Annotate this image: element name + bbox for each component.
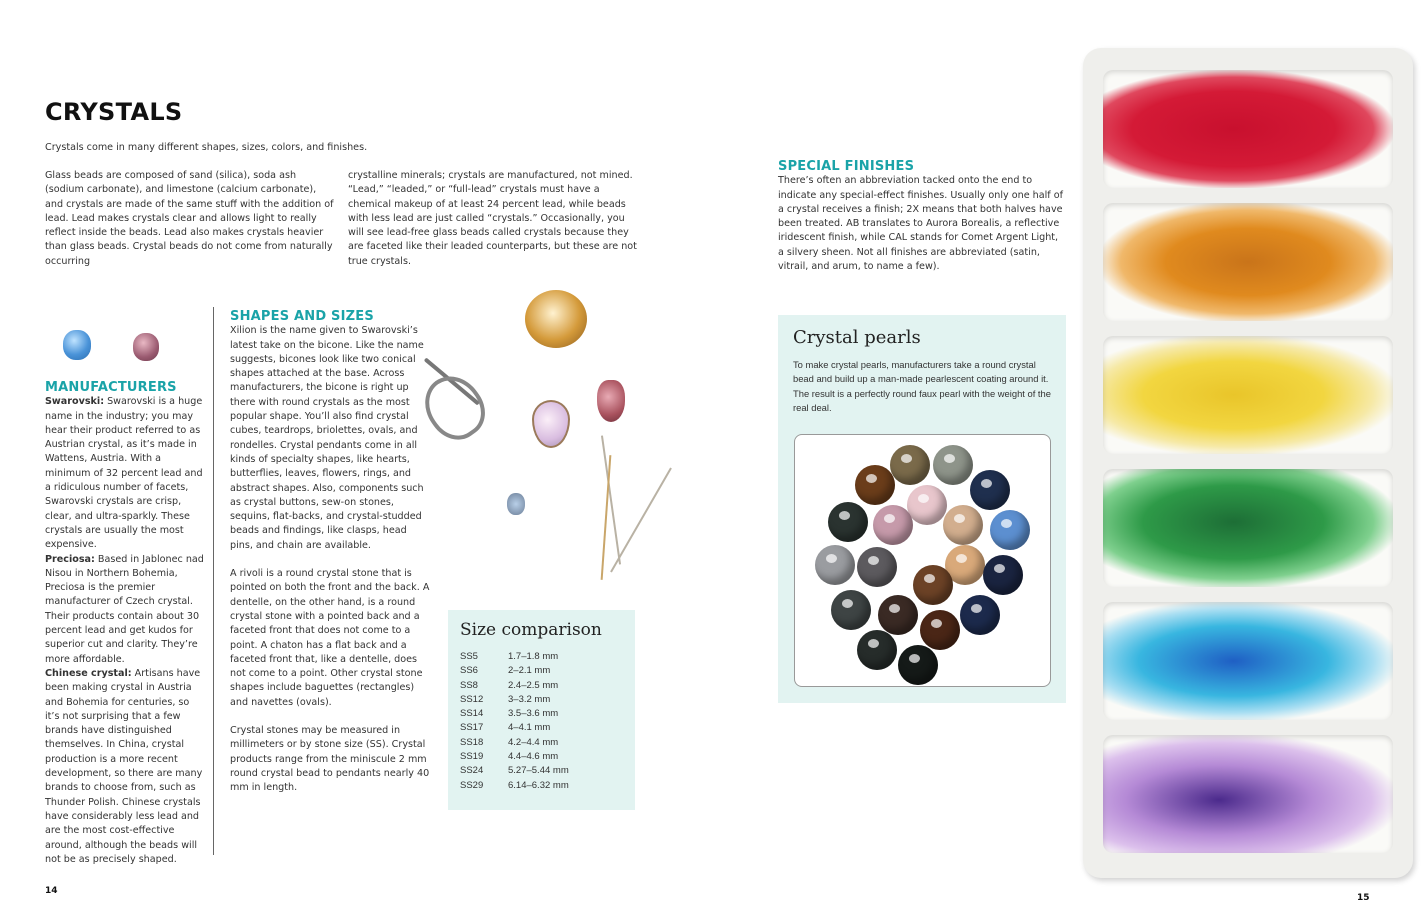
special-finishes-section — [778, 160, 1063, 274]
intro-text: Crystals come in many different shapes, sizes, colors, and finishes. — [45, 142, 368, 153]
body-column-1: Glass beads are composed of sand (silica), soda ash (sodium carbonate), and limestone (calcium carbonate), and crystals are made of the same stuff with the addition of lead. Lead makes crystals clear and allows light to really reflect inside the beads. Lead also makes crystals heavier than glass beads. Crystal beads do not come from naturally occurring — [45, 170, 334, 267]
special-finishes-heading: SPECIAL FINISHES — [778, 159, 915, 174]
special-finishes-text: There’s often an abbreviation tacked onto the end to indicate any special-effect finishes. Usually only one half of a crystal receives a finish; 2X means that both halves have been treated. AB translates to Aurora Borealis, a reflective iridescent finish, while CAL stands for Comet Argent Light, a silvery sheen. Not all finishes are abbreviated (satin, vitrail, and arum, to name a few). — [778, 175, 1063, 273]
size-row: SS24 5.27–5.44 mm — [460, 765, 569, 777]
shapes-section — [230, 310, 430, 796]
tray-well-green — [1103, 469, 1393, 587]
manufacturer-entry-swarovski: Swarovski: Swarovski is a huge name in the industry; you may hear their product referred to as Austrian crystal, as it’s made in Wattens, Austria. With a minimum of 32 percent lead and a ridiculous number of facets, Swarovski crystals are crisp, clear, and ultra-sparkly. These crystals are usually the most expensive. — [45, 396, 203, 551]
pearl — [943, 505, 983, 545]
findings-image — [415, 285, 665, 595]
size-row: SS12 3–3.2 mm — [460, 693, 551, 705]
pearl — [857, 547, 897, 587]
size-row: SS29 6.14–6.32 mm — [460, 779, 569, 791]
pearl — [828, 502, 868, 542]
crystal-pearls-heading: Crystal pearls — [793, 327, 921, 348]
toggle-ring — [413, 365, 495, 450]
column-divider — [213, 307, 214, 855]
pearl-strand-image — [794, 434, 1051, 687]
size-row: SS18 4.2–4.4 mm — [460, 736, 559, 748]
pearl — [933, 445, 973, 485]
manufacturers-heading: MANUFACTURERS — [45, 380, 177, 395]
size-row: SS6 2–2.1 mm — [460, 665, 551, 677]
manufacturer-entry-preciosa: Preciosa: Based in Jablonec nad Nisou in Northern Bohemia, Preciosa is the premier manufacturer of Czech crystal. Their products contain about 30 percent lead and get kudos for superior cut and clarity. They’re more affordable. — [45, 553, 204, 665]
tray-well-red — [1103, 70, 1393, 188]
manufacturer-name: Chinese crystal: — [45, 667, 132, 679]
right-page-number: 15 — [1357, 893, 1370, 903]
pearl — [815, 545, 855, 585]
pearl — [831, 590, 871, 630]
size-table — [460, 650, 623, 793]
size-row: SS17 4–4.1 mm — [460, 722, 551, 734]
page-title: CRYSTALS — [45, 98, 183, 126]
manufacturer-name: Swarovski: — [45, 396, 105, 408]
shapes-paragraph: A rivoli is a round crystal stone that is pointed on both the front and the back. A dentelle, on the other hand, is a round crystal stone with a pointed back and a faceted front that does not come to a point. A chaton has a flat back and a faceted front that, like a dentelle, does not come to a point. Other crystal stone shapes include baguettes (rectangles) and navettes (ovals). — [230, 568, 430, 708]
shapes-paragraph: Xilion is the name given to Swarovski’s latest take on the bicone. Like the name suggests, bicones look like two conical shapes attached at the base. Across manufacturers, the bicone is right up there with round crystals as the most popular shape. You’ll also find crystal cubes, teardrops, briolettes, ovals, and rondelles. Crystal pendants come in all kinds of specialty shapes, like hearts, butterflies, leaves, flowers, rings, and abstract shapes. Also, components such as crystal buttons, sew-on stones, sequins, flat-backs, and crystal-studded beads and findings, like clasps, head pins, and chain are available. — [230, 325, 424, 551]
pearl — [907, 485, 947, 525]
left-page-number: 14 — [45, 886, 58, 896]
pearl — [913, 565, 953, 605]
pearl — [878, 595, 918, 635]
tray-well-yellow — [1103, 336, 1393, 454]
pearl — [960, 595, 1000, 635]
pearl — [898, 645, 938, 685]
size-row: SS14 3.5–3.6 mm — [460, 708, 559, 720]
head-pin — [610, 468, 672, 573]
pave-bead — [525, 290, 587, 348]
tray-well-purple — [1103, 735, 1393, 853]
manufacturer-name: Preciosa: — [45, 553, 95, 565]
size-comparison-heading: Size comparison — [460, 620, 602, 640]
pearl — [990, 510, 1030, 550]
manufacturer-entry-chinese: Chinese crystal: Artisans have been making crystal in Austria and Bohemia for centuries, so it’s not surprising that a few brands have distinguished themselves. In China, crystal production is a more recent development, so there are many brands to choose from, such as Thunder Polish. Chinese crystals have considerably less lead and are the most cost-effective around, although the beads will not be as precisely shaped. — [45, 667, 203, 865]
tray-well-blue — [1103, 602, 1393, 720]
pearl — [970, 470, 1010, 510]
manufacturers-section — [45, 381, 205, 867]
pearl — [890, 445, 930, 485]
shapes-heading: SHAPES AND SIZES — [230, 309, 374, 324]
pearl — [873, 505, 913, 545]
rose-pendant — [597, 380, 625, 422]
shapes-paragraph: Crystal stones may be measured in millimeters or by stone size (SS). Crystal products range from the miniscule 2 mm round crystal bead to pendants nearly 40 mm in length. — [230, 725, 430, 794]
size-comparison-box — [448, 610, 635, 810]
opal-pendant — [532, 400, 570, 448]
crystal-pearls-box — [778, 315, 1066, 703]
body-column-2: crystalline minerals; crystals are manufactured, not mined. “Lead,” “leaded,” or “full-lead” crystals must have a chemical makeup of at least 24 percent lead, while beads with less lead are just called “crystals.” Occasionally, you will see lead-free glass beads called crystals because they are faceted like their leaded counterparts, but these are not true crystals. — [348, 170, 637, 267]
pearl — [983, 555, 1023, 595]
pearl — [920, 610, 960, 650]
size-row: SS5 1.7–1.8 mm — [460, 651, 559, 662]
crystal-pearls-text: To make crystal pearls, manufacturers take a round crystal bead and build up a man-made pearlescent coating around it. The result is a perfectly round faux pearl with the weight of the real deal. — [793, 359, 1051, 413]
tray-well-orange — [1103, 203, 1393, 321]
crimp-bead — [507, 493, 525, 515]
bead-tray-image — [1083, 48, 1413, 878]
size-row: SS8 2.4–2.5 mm — [460, 679, 559, 691]
pearl — [855, 465, 895, 505]
pearl — [857, 630, 897, 670]
rose-crystal-image — [133, 333, 159, 361]
size-row: SS19 4.4–4.6 mm — [460, 751, 559, 763]
blue-crystal-image — [63, 330, 91, 360]
